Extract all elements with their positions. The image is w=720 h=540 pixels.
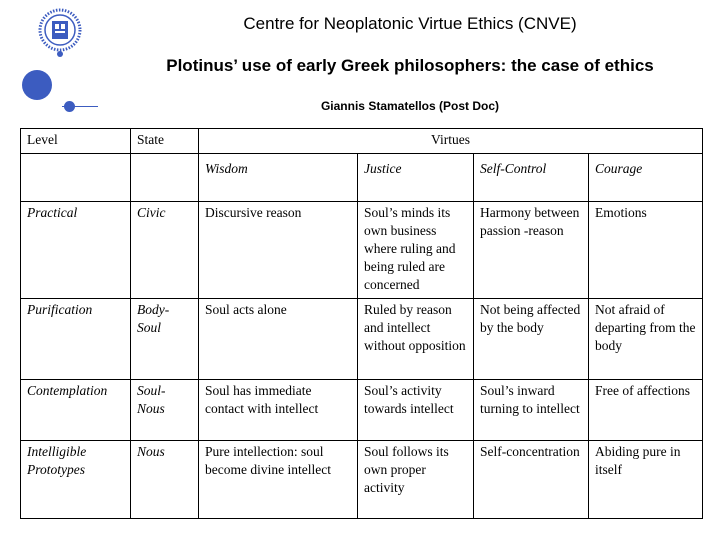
header-state: State bbox=[131, 129, 199, 154]
row-wisdom: Soul has immediate contact with intellect bbox=[199, 380, 358, 441]
row-state: Body-Soul bbox=[131, 299, 199, 380]
row-justice: Soul follows its own proper activity bbox=[358, 441, 474, 519]
row-justice: Soul’s activity towards intellect bbox=[358, 380, 474, 441]
slide-title: Plotinus’ use of early Greek philosophers: the case of ethics bbox=[166, 56, 654, 75]
row-wisdom: Pure intellection: soul become divine intellect bbox=[199, 441, 358, 519]
row-self-control: Not being affected by the body bbox=[474, 299, 589, 380]
row-courage: Abiding pure in itself bbox=[589, 441, 703, 519]
row-wisdom: Discursive reason bbox=[199, 202, 358, 299]
table-row bbox=[21, 380, 703, 441]
university-seal-icon bbox=[38, 8, 82, 58]
header-virtues: Virtues bbox=[199, 129, 703, 154]
virtue-justice: Justice bbox=[358, 154, 474, 202]
row-level: Contemplation bbox=[21, 380, 131, 441]
row-level: Purification bbox=[21, 299, 131, 380]
row-state: Soul-Nous bbox=[131, 380, 199, 441]
row-level: Intelligible Prototypes bbox=[21, 441, 131, 519]
row-state: Nous bbox=[131, 441, 199, 519]
virtues-table bbox=[20, 128, 703, 519]
decorative-circle-large bbox=[22, 70, 52, 100]
author-line: Giannis Stamatellos (Post Doc) bbox=[320, 99, 500, 113]
org-title: Centre for Neoplatonic Virtue Ethics (CNVE) bbox=[243, 14, 577, 33]
row-justice: Ruled by reason and intellect without opposition bbox=[358, 299, 474, 380]
row-wisdom: Soul acts alone bbox=[199, 299, 358, 380]
row-self-control: Harmony between passion -reason bbox=[474, 202, 589, 299]
virtue-courage: Courage bbox=[589, 154, 703, 202]
header-level: Level bbox=[21, 129, 131, 154]
table-row bbox=[21, 299, 703, 380]
row-courage: Not afraid of departing from the body bbox=[589, 299, 703, 380]
row-justice: Soul’s minds its own business where ruling and being ruled are concerned bbox=[358, 202, 474, 299]
row-courage: Emotions bbox=[589, 202, 703, 299]
empty-cell bbox=[131, 154, 199, 202]
decorative-circle-small bbox=[64, 101, 75, 112]
table-subheader-row bbox=[21, 154, 703, 202]
table-header-row bbox=[21, 129, 703, 154]
row-level: Practical bbox=[21, 202, 131, 299]
table-row bbox=[21, 202, 703, 299]
table-row bbox=[21, 441, 703, 519]
virtue-self-control: Self-Control bbox=[474, 154, 589, 202]
row-state: Civic bbox=[131, 202, 199, 299]
empty-cell bbox=[21, 154, 131, 202]
row-self-control: Soul’s inward turning to intellect bbox=[474, 380, 589, 441]
virtue-wisdom: Wisdom bbox=[199, 154, 358, 202]
row-self-control: Self-concentration bbox=[474, 441, 589, 519]
row-courage: Free of affections bbox=[589, 380, 703, 441]
